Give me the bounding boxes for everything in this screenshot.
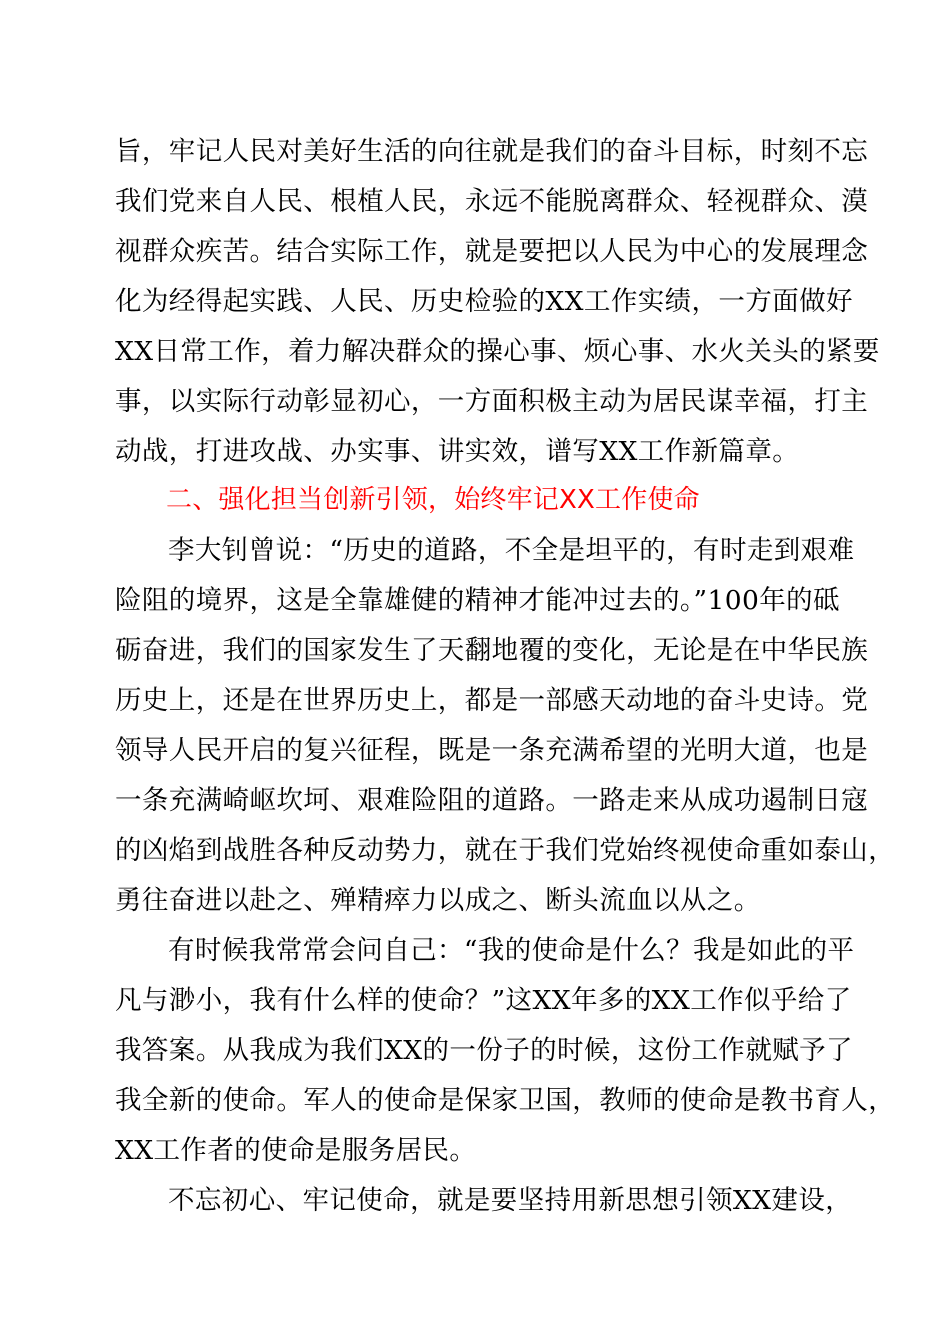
paragraph-1-line-1: 旨，牢记人民对美好生活的向往就是我们的奋斗目标，时刻不忘 <box>115 136 869 167</box>
section-heading: 二、强化担当创新引领，始终牢记XX工作使命 <box>166 485 700 515</box>
paragraph-3-line-5: XX工作者的使命是服务居民。 <box>115 1135 477 1166</box>
paragraph-1-line-7: 动战，打进攻战、办实事、讲实效，谱写XX工作新篇章。 <box>115 436 800 467</box>
paragraph-1-line-5: XX日常工作，着力解决群众的操心事、烦心事、水火关头的紧要 <box>115 336 880 367</box>
paragraph-3-line-1: 有时候我常常会问自己：“我的使命是什么？我是如此的平 <box>168 935 855 966</box>
paragraph-1-line-3: 视群众疾苦。结合实际工作，就是要把以人民为中心的发展理念 <box>115 236 869 267</box>
paragraph-2-line-1: 李大钊曾说：“历史的道路，不全是坦平的，有时走到艰难 <box>168 535 855 566</box>
paragraph-2-line-2: 险阻的境界，这是全靠雄健的精神才能冲过去的。”100年的砥 <box>115 585 840 616</box>
paragraph-3-line-4: 我全新的使命。军人的使命是保家卫国，教师的使命是教书育人， <box>115 1085 896 1116</box>
paragraph-1-line-6: 事，以实际行动彰显初心，一方面积极主动为居民谋幸福，打主 <box>115 386 869 417</box>
paragraph-2-line-4: 历史上，还是在世界历史上，都是一部感天动地的奋斗史诗。党 <box>115 685 869 716</box>
paragraph-2-line-3: 砺奋进，我们的国家发生了天翻地覆的变化，无论是在中华民族 <box>115 635 869 666</box>
paragraph-2-line-6: 一条充满崎岖坎坷、艰难险阻的道路。一路走来从成功遏制日寇 <box>115 785 869 816</box>
paragraph-1-line-4: 化为经得起实践、人民、历史检验的XX工作实绩，一方面做好 <box>115 286 853 317</box>
paragraph-4-line-1: 不忘初心、牢记使命，就是要坚持用新思想引领XX建设， <box>168 1185 853 1216</box>
paragraph-3-line-3: 我答案。从我成为我们XX的一份子的时候，这份工作就赋予了 <box>115 1035 853 1066</box>
paragraph-2-line-5: 领导人民开启的复兴征程，既是一条充满希望的光明大道，也是 <box>115 735 869 766</box>
paragraph-1-line-2: 我们党来自人民、根植人民，永远不能脱离群众、轻视群众、漠 <box>115 186 869 217</box>
paragraph-3-line-2: 凡与渺小，我有什么样的使命？”这XX年多的XX工作似乎给了 <box>115 985 852 1016</box>
paragraph-2-line-7: 的凶焰到战胜各种反动势力，就在于我们党始终视使命重如泰山， <box>115 835 896 866</box>
paragraph-2-line-8: 勇往奋进以赴之、殚精瘁力以成之、断头流血以从之。 <box>115 885 761 916</box>
